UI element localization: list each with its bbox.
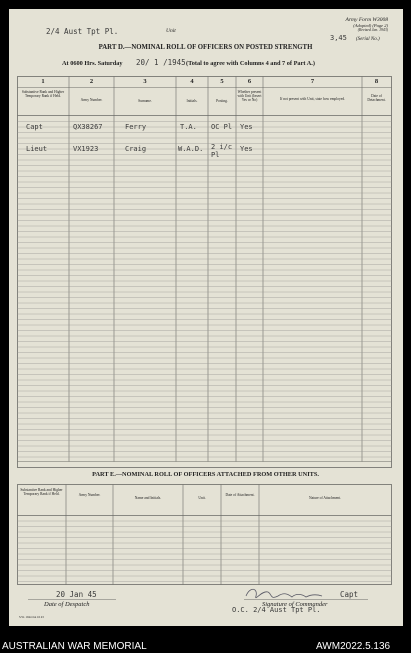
form-id-line1: Army Form W3008 xyxy=(345,17,388,23)
part-e-title: PART E.—NOMINAL ROLL OF OFFICERS ATTACHED FROM OTHER UNITS. xyxy=(92,471,319,478)
part-e-header-rank: Substantive Rank and Higher Temporary Rank if Held. xyxy=(20,488,63,497)
part-e-header-attachment-date: Date of Attachment. xyxy=(225,493,255,497)
col-header-surname: Surname. xyxy=(138,99,152,103)
commander-unit-value: O.C. 2/4 Aust Tpt Pl. xyxy=(232,606,321,614)
part-d-date-prefix: At 0600 Hrs. Saturday xyxy=(62,60,123,67)
row-initials: W.A.D. xyxy=(178,145,204,153)
despatch-date-label: Date of Despatch xyxy=(44,601,90,608)
footer-source: AUSTRALIAN WAR MEMORIAL xyxy=(2,641,147,652)
print-code: S.W. 1944 Jan 16 43 xyxy=(19,615,44,619)
footer-bar xyxy=(0,626,411,653)
part-d-title: PART D.—NOMINAL ROLL OF OFFICERS ON POSTED STRENGTH xyxy=(98,44,313,51)
row-surname: Ferry xyxy=(125,123,147,131)
col-number-2: 2 xyxy=(89,78,94,85)
serial-value: 3,45 xyxy=(330,34,347,42)
row-number: QX38267 xyxy=(73,123,103,131)
unit-label: Unit xyxy=(166,28,176,34)
part-e-header-unit: Unit. xyxy=(198,496,206,500)
form-id-line3: (Revised Jan. 1943) xyxy=(357,28,388,32)
row-posting: 2 i/c Pl xyxy=(211,143,233,159)
col-number-3: 3 xyxy=(143,78,147,85)
col-header-employed: If not present with Unit, state how employed. xyxy=(279,97,346,101)
part-d-date-suffix: (Total to agree with Columns 4 and 7 of Part A.) xyxy=(186,60,315,67)
part-e-header-name: Name and Initials. xyxy=(134,496,162,500)
col-number-1: 1 xyxy=(41,78,45,85)
row-surname: Craig xyxy=(125,145,147,153)
col-number-4: 4 xyxy=(190,78,194,85)
col-header-initials: Initials. xyxy=(186,99,198,103)
col-header-rank: Substantive Rank and Higher Temporary Rank if Held. xyxy=(21,90,65,99)
footer-accession: AWM2022.5.136 xyxy=(316,641,391,652)
row-number: VX1923 xyxy=(73,145,99,153)
commander-rank-value: Capt xyxy=(340,590,359,599)
col-number-6: 6 xyxy=(247,78,252,85)
unit-value: 2/4 Aust Tpt Pl. xyxy=(46,27,119,36)
row-posting: OC Pl xyxy=(211,123,233,131)
part-e-header-army-number: Army Number. xyxy=(78,493,101,497)
col-header-posting: Posting. xyxy=(216,99,228,103)
commander-signature xyxy=(246,589,322,597)
col-number-7: 7 xyxy=(310,78,315,85)
despatch-date-value: 20 Jan 45 xyxy=(56,590,97,599)
serial-label: (Serial No.) xyxy=(356,37,380,42)
row-rank: Lieut xyxy=(26,145,48,153)
part-d-date-value: 20/ 1 /1945 xyxy=(136,58,186,67)
row-rank: Capt xyxy=(26,123,43,131)
signature-label: Signature of Commander xyxy=(262,601,328,608)
col-header-present: Whether present with Unit (Insert Yes or No) xyxy=(237,90,262,103)
row-initials: T.A. xyxy=(180,123,197,131)
row-present: Yes xyxy=(240,145,253,153)
col-header-army-number: Army Number. xyxy=(80,98,103,102)
part-e-header-nature: Nature of Attachment. xyxy=(308,496,342,500)
col-number-5: 5 xyxy=(220,78,224,85)
row-present: Yes xyxy=(240,123,253,131)
form-id-line2: (Adopted) (Page 2) xyxy=(353,23,388,28)
col-number-8: 8 xyxy=(374,78,379,85)
col-header-detachment: Date of Detachment. xyxy=(367,94,386,103)
